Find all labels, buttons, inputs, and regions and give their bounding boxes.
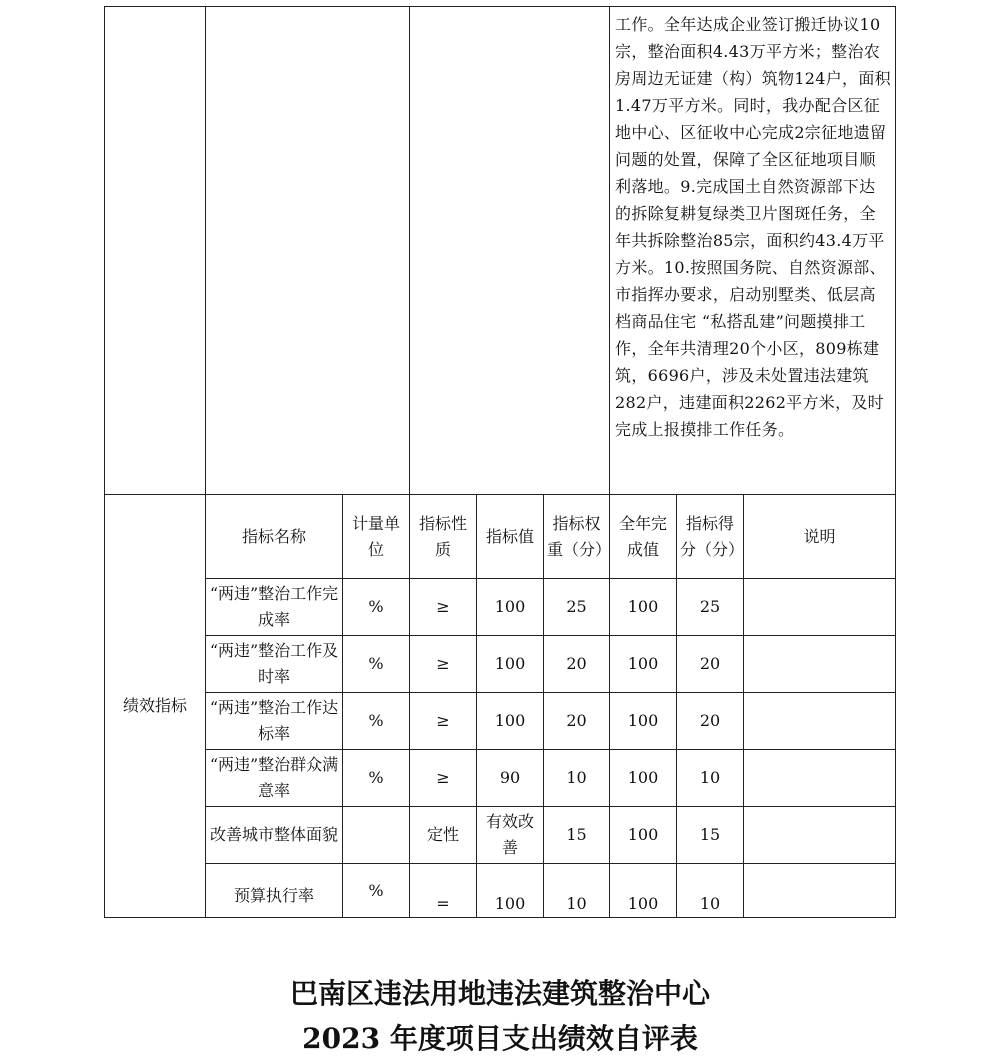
indicator-score: 25 xyxy=(677,579,744,636)
header-row xyxy=(105,495,896,579)
indicator-name: “两违”整治工作及时率 xyxy=(206,636,343,693)
indicator-nature: ≥ xyxy=(410,636,477,693)
indicator-score: 15 xyxy=(677,807,744,864)
indicator-score: 20 xyxy=(677,636,744,693)
continuation-text-cell: 工作。全年达成企业签订搬迁协议10宗，整治面积4.43万平方米；整治农房周边无证建（构）筑物124户，面积1.47万平方米。同时，我办配合区征地中心、区征收中心完成2宗征地遗留问题的处置，保障了全区征地项目顺利落地。9.完成国土自然资源部下达的拆除复耕复绿类卫片图斑任务，全年共拆除整治85宗，面积约43.4万平方米。10.按照国务院、自然资源部、市指挥办要求，启动别墅类、低层高档商品住宅 “私搭乱建”问题摸排工作，全年共清理20个小区，809栋建筑，6696户，涉及未处置违法建筑282户，违建面积2262平方米，及时完成上报摸排工作任务。 xyxy=(610,7,896,495)
indicator-value: 100 xyxy=(477,693,544,750)
table-row xyxy=(105,579,896,636)
indicator-unit: % xyxy=(343,750,410,807)
indicator-unit: % xyxy=(343,636,410,693)
indicator-value: 100 xyxy=(477,636,544,693)
indicator-nature: ≥ xyxy=(410,579,477,636)
table-row xyxy=(105,864,896,918)
header-name: 指标名称 xyxy=(206,495,343,579)
indicator-actual: 100 xyxy=(610,864,677,918)
continuation-row xyxy=(105,7,896,495)
indicator-note xyxy=(744,750,896,807)
blank-cell xyxy=(206,7,410,495)
blank-cell xyxy=(105,7,206,495)
indicator-name: 预算执行率 xyxy=(206,864,343,918)
header-score: 指标得分（分） xyxy=(677,495,744,579)
header-value: 指标值 xyxy=(477,495,544,579)
indicator-actual: 100 xyxy=(610,807,677,864)
indicator-actual: 100 xyxy=(610,750,677,807)
header-actual: 全年完成值 xyxy=(610,495,677,579)
indicator-unit: % xyxy=(343,864,410,918)
document-subtitle: 2023 年度项目支出绩效自评表 xyxy=(302,1022,698,1055)
indicator-unit: % xyxy=(343,693,410,750)
indicator-weight: 10 xyxy=(544,864,610,918)
performance-table xyxy=(104,6,896,918)
header-nature: 指标性质 xyxy=(410,495,477,579)
blank-cell xyxy=(410,7,610,495)
document-title: 巴南区违法用地违法建筑整治中心 xyxy=(289,977,710,1010)
indicator-weight: 15 xyxy=(544,807,610,864)
indicator-value: 100 xyxy=(477,579,544,636)
indicator-unit: % xyxy=(343,579,410,636)
indicator-score: 20 xyxy=(677,693,744,750)
indicator-name: “两违”整治工作完成率 xyxy=(206,579,343,636)
indicator-nature: 定性 xyxy=(410,807,477,864)
table-row xyxy=(105,636,896,693)
section-label: 绩效指标 xyxy=(105,495,206,918)
indicator-note xyxy=(744,693,896,750)
indicator-nature: ≥ xyxy=(410,693,477,750)
table-row xyxy=(105,693,896,750)
indicator-weight: 20 xyxy=(544,636,610,693)
indicator-name: “两违”整治工作达标率 xyxy=(206,693,343,750)
indicator-name: “两违”整治群众满意率 xyxy=(206,750,343,807)
indicator-note xyxy=(744,864,896,918)
indicator-score: 10 xyxy=(677,750,744,807)
indicator-nature: ≥ xyxy=(410,750,477,807)
header-weight: 指标权重（分） xyxy=(544,495,610,579)
table-row xyxy=(105,750,896,807)
indicator-value: 有效改善 xyxy=(477,807,544,864)
indicator-note xyxy=(744,636,896,693)
indicator-name: 改善城市整体面貌 xyxy=(206,807,343,864)
table-row xyxy=(105,807,896,864)
indicator-weight: 25 xyxy=(544,579,610,636)
indicator-note xyxy=(744,579,896,636)
indicator-value: 90 xyxy=(477,750,544,807)
indicator-note xyxy=(744,807,896,864)
indicator-weight: 10 xyxy=(544,750,610,807)
indicator-actual: 100 xyxy=(610,579,677,636)
indicator-score: 10 xyxy=(677,864,744,918)
header-note: 说明 xyxy=(744,495,896,579)
indicator-actual: 100 xyxy=(610,693,677,750)
indicator-actual: 100 xyxy=(610,636,677,693)
indicator-nature: = xyxy=(410,864,477,918)
indicator-value: 100 xyxy=(477,864,544,918)
indicator-unit xyxy=(343,807,410,864)
indicator-weight: 20 xyxy=(544,693,610,750)
header-unit: 计量单位 xyxy=(343,495,410,579)
